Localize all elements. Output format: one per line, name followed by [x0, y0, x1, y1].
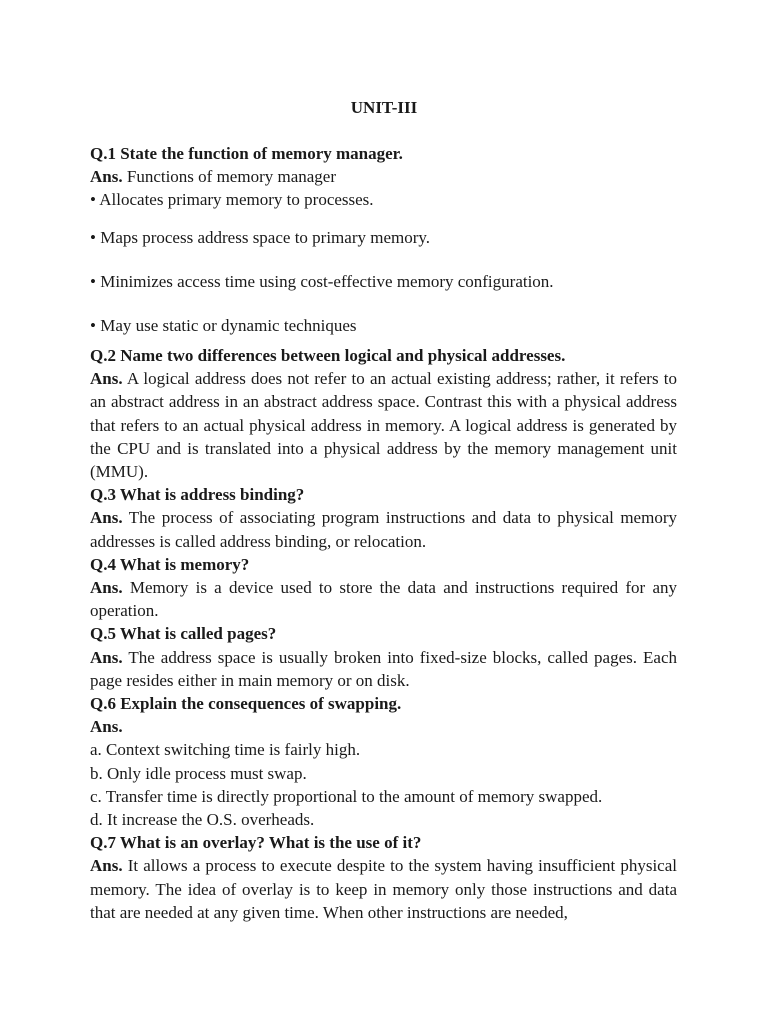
- q2-answer-text: A logical address does not refer to an actual existing address; rather, it refers to an abstract address in an abstract address space. Contrast this with a physical address that refers to an actual physical address in memory. A logical address is generated by the CPU and is translated into a physical address by the memory management unit (MMU).: [90, 369, 677, 482]
- q6-question: Q.6 Explain the consequences of swapping.: [90, 694, 402, 714]
- q6-item-c: c. Transfer time is directly proportional to the amount of memory swapped.: [90, 786, 603, 806]
- q1-bullet-1: • Allocates primary memory to processes.: [90, 190, 374, 210]
- q4-question: Q.4 What is memory?: [90, 554, 250, 574]
- q1-question: Q.1 State the function of memory manager.: [90, 144, 403, 163]
- q7-question: Q.7 What is an overlay? What is the use of it?: [90, 833, 422, 853]
- q1-section: [90, 142, 677, 212]
- q3-question: Q.3 What is address binding?: [90, 485, 305, 505]
- q7-answer: [90, 854, 677, 924]
- q4-ans-label: Ans.: [90, 578, 123, 598]
- q5-answer: [90, 646, 677, 692]
- q1-ans-label: Ans.: [90, 167, 123, 187]
- q4-answer: [90, 576, 677, 622]
- q5-ans-label: Ans.: [90, 647, 123, 667]
- q2-question: Q.2 Name two differences between logical and physical addresses.: [90, 346, 566, 365]
- q5-answer-text: The address space is usually broken into fixed-size blocks, called pages. Each page resides either in main memory or on disk.: [90, 647, 677, 690]
- q3-answer: [90, 506, 677, 552]
- q4-answer-text: Memory is a device used to store the data and instructions required for any operation.: [90, 578, 677, 621]
- q1-answer: [90, 165, 677, 188]
- q6-ans-label: Ans.: [90, 717, 123, 737]
- q1-answer-text: Functions of memory manager: [122, 167, 337, 187]
- q2-ans-label: Ans.: [90, 369, 123, 389]
- q3-answer-text: The process of associating program instructions and data to physical memory addresses is called address binding, or relocation.: [90, 508, 677, 551]
- q1-bullet-4: • May use static or dynamic techniques: [90, 316, 357, 335]
- q6-item-b: b. Only idle process must swap.: [90, 763, 307, 783]
- q5-question: Q.5 What is called pages?: [90, 624, 277, 644]
- q6-item-d: d. It increase the O.S. overheads.: [90, 810, 315, 830]
- q1-bullet-3: • Minimizes access time using cost-effective memory configuration.: [90, 272, 554, 291]
- q3-ans-label: Ans.: [90, 508, 123, 528]
- q6-item-a: a. Context switching time is fairly high.: [90, 740, 361, 760]
- q7-answer-text: It allows a process to execute despite to the system having insufficient physical memory. The idea of overlay is to keep in memory only those instructions and data that are needed at any given time. When other instructions are needed,: [90, 856, 677, 922]
- q7-ans-label: Ans.: [90, 856, 123, 876]
- q2-to-q7-sections: [90, 344, 677, 924]
- page-title: UNIT-III: [350, 98, 418, 117]
- q2-answer: [90, 367, 677, 483]
- q1-bullet-2: • Maps process address space to primary memory.: [90, 228, 431, 247]
